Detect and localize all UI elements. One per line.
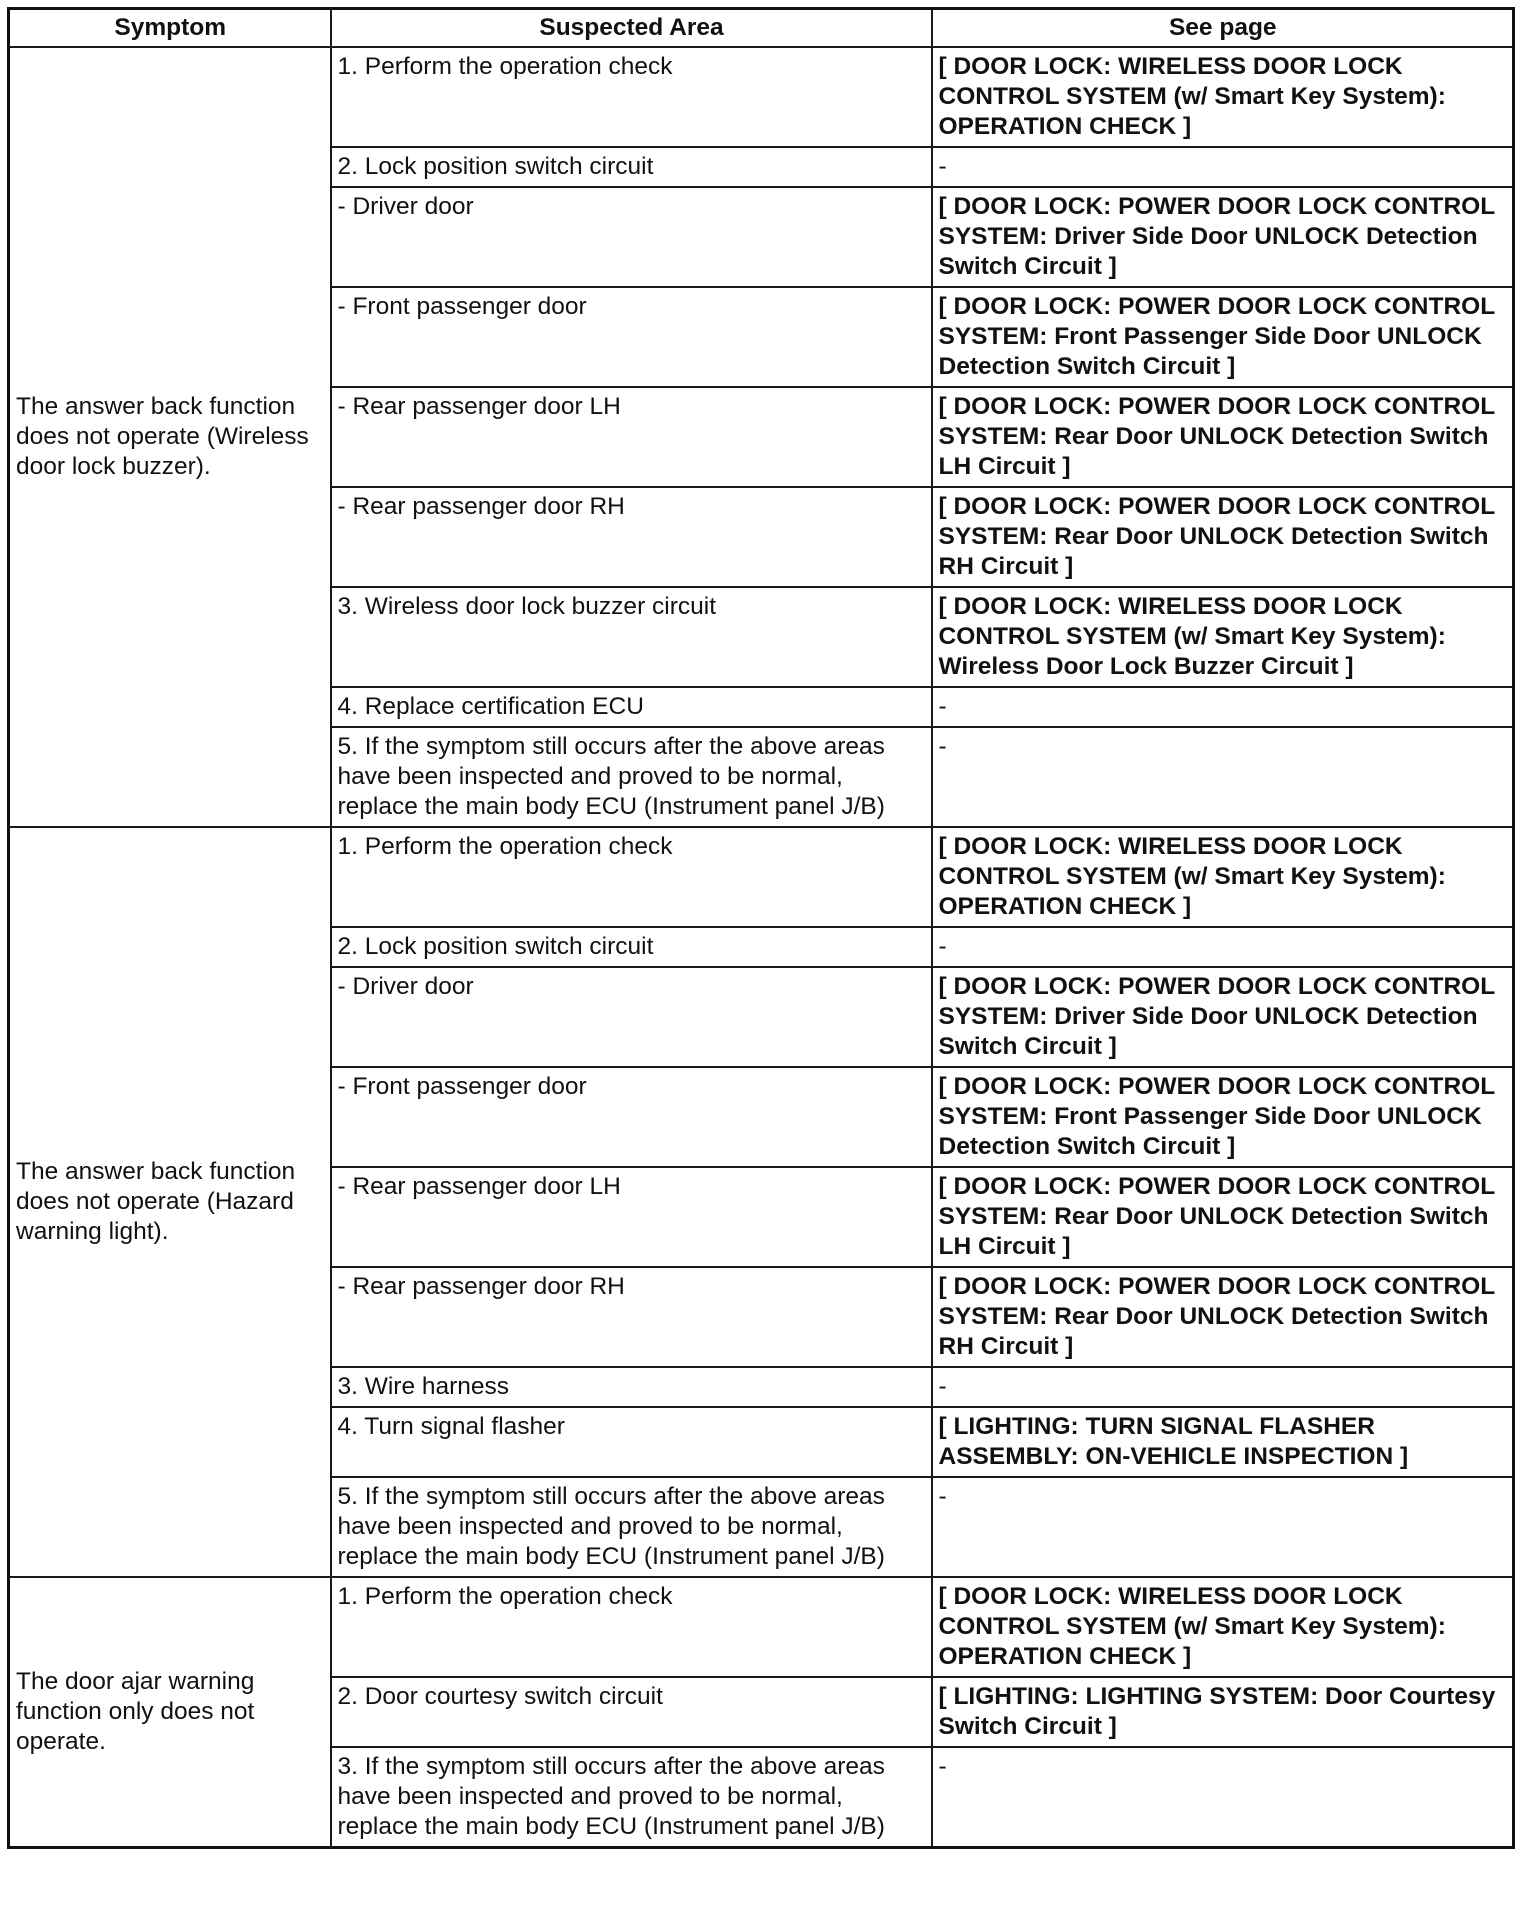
see-page-none: - [932,927,1514,967]
see-page-reference[interactable]: [ DOOR LOCK: POWER DOOR LOCK CONTROL SYSTEM: Driver Side Door UNLOCK Detection Switch Circuit ] [932,187,1514,287]
suspected-area-cell: - Front passenger door [331,287,932,387]
see-page-reference[interactable]: [ DOOR LOCK: POWER DOOR LOCK CONTROL SYSTEM: Rear Door UNLOCK Detection Switch LH Circuit ] [932,387,1514,487]
see-page-reference[interactable]: [ LIGHTING: TURN SIGNAL FLASHER ASSEMBLY: ON-VEHICLE INSPECTION ] [932,1407,1514,1477]
suspected-area-cell: 2. Lock position switch circuit [331,147,932,187]
see-page-reference[interactable]: [ DOOR LOCK: WIRELESS DOOR LOCK CONTROL SYSTEM (w/ Smart Key System): OPERATION CHECK ] [932,827,1514,927]
see-page-none: - [932,727,1514,827]
see-page-none: - [932,147,1514,187]
symptom-cell: The answer back function does not operate (Wireless door lock buzzer). [9,47,331,827]
see-page-reference[interactable]: [ DOOR LOCK: POWER DOOR LOCK CONTROL SYSTEM: Front Passenger Side Door UNLOCK Detection Switch Circuit ] [932,1067,1514,1167]
suspected-area-cell: 3. If the symptom still occurs after the above areas have been inspected and proved to be normal, replace the main body ECU (Instrument panel J/B) [331,1747,932,1848]
suspected-area-cell: 4. Replace certification ECU [331,687,932,727]
see-page-reference[interactable]: [ DOOR LOCK: POWER DOOR LOCK CONTROL SYSTEM: Rear Door UNLOCK Detection Switch RH Circuit ] [932,487,1514,587]
see-page-reference[interactable]: [ DOOR LOCK: POWER DOOR LOCK CONTROL SYSTEM: Rear Door UNLOCK Detection Switch RH Circuit ] [932,1267,1514,1367]
suspected-area-cell: - Rear passenger door LH [331,1167,932,1267]
problem-symptoms-table [7,7,1515,1849]
suspected-area-cell: - Rear passenger door LH [331,387,932,487]
suspected-area-cell: 3. Wireless door lock buzzer circuit [331,587,932,687]
see-page-none: - [932,1367,1514,1407]
suspected-area-cell: - Driver door [331,967,932,1067]
suspected-area-cell: - Front passenger door [331,1067,932,1167]
suspected-area-cell: 4. Turn signal flasher [331,1407,932,1477]
see-page-reference[interactable]: [ DOOR LOCK: WIRELESS DOOR LOCK CONTROL SYSTEM (w/ Smart Key System): OPERATION CHECK ] [932,1577,1514,1677]
suspected-area-cell: 1. Perform the operation check [331,47,932,147]
see-page-none: - [932,687,1514,727]
header-row [9,9,1514,48]
table-row [9,47,1514,147]
header-see-page: See page [932,9,1514,48]
see-page-none: - [932,1477,1514,1577]
see-page-none: - [932,1747,1514,1848]
troubleshooting-table-wrapper [7,7,1512,1849]
see-page-reference[interactable]: [ DOOR LOCK: POWER DOOR LOCK CONTROL SYSTEM: Rear Door UNLOCK Detection Switch LH Circuit ] [932,1167,1514,1267]
see-page-reference[interactable]: [ DOOR LOCK: WIRELESS DOOR LOCK CONTROL SYSTEM (w/ Smart Key System): OPERATION CHECK ] [932,47,1514,147]
see-page-reference[interactable]: [ LIGHTING: LIGHTING SYSTEM: Door Courtesy Switch Circuit ] [932,1677,1514,1747]
suspected-area-cell: 5. If the symptom still occurs after the above areas have been inspected and proved to be normal, replace the main body ECU (Instrument panel J/B) [331,1477,932,1577]
symptom-cell: The door ajar warning function only does not operate. [9,1577,331,1848]
suspected-area-cell: 2. Door courtesy switch circuit [331,1677,932,1747]
header-symptom: Symptom [9,9,331,48]
suspected-area-cell: 3. Wire harness [331,1367,932,1407]
symptom-cell: The answer back function does not operate (Hazard warning light). [9,827,331,1577]
table-row [9,827,1514,927]
table-body [9,47,1514,1848]
suspected-area-cell: 5. If the symptom still occurs after the above areas have been inspected and proved to be normal, replace the main body ECU (Instrument panel J/B) [331,727,932,827]
see-page-reference[interactable]: [ DOOR LOCK: POWER DOOR LOCK CONTROL SYSTEM: Front Passenger Side Door UNLOCK Detection Switch Circuit ] [932,287,1514,387]
suspected-area-cell: 1. Perform the operation check [331,827,932,927]
suspected-area-cell: - Rear passenger door RH [331,1267,932,1367]
suspected-area-cell: 1. Perform the operation check [331,1577,932,1677]
header-suspected-area: Suspected Area [331,9,932,48]
table-row [9,1577,1514,1677]
suspected-area-cell: - Driver door [331,187,932,287]
see-page-reference[interactable]: [ DOOR LOCK: WIRELESS DOOR LOCK CONTROL SYSTEM (w/ Smart Key System): Wireless Door Lock Buzzer Circuit ] [932,587,1514,687]
suspected-area-cell: - Rear passenger door RH [331,487,932,587]
suspected-area-cell: 2. Lock position switch circuit [331,927,932,967]
see-page-reference[interactable]: [ DOOR LOCK: POWER DOOR LOCK CONTROL SYSTEM: Driver Side Door UNLOCK Detection Switch Circuit ] [932,967,1514,1067]
